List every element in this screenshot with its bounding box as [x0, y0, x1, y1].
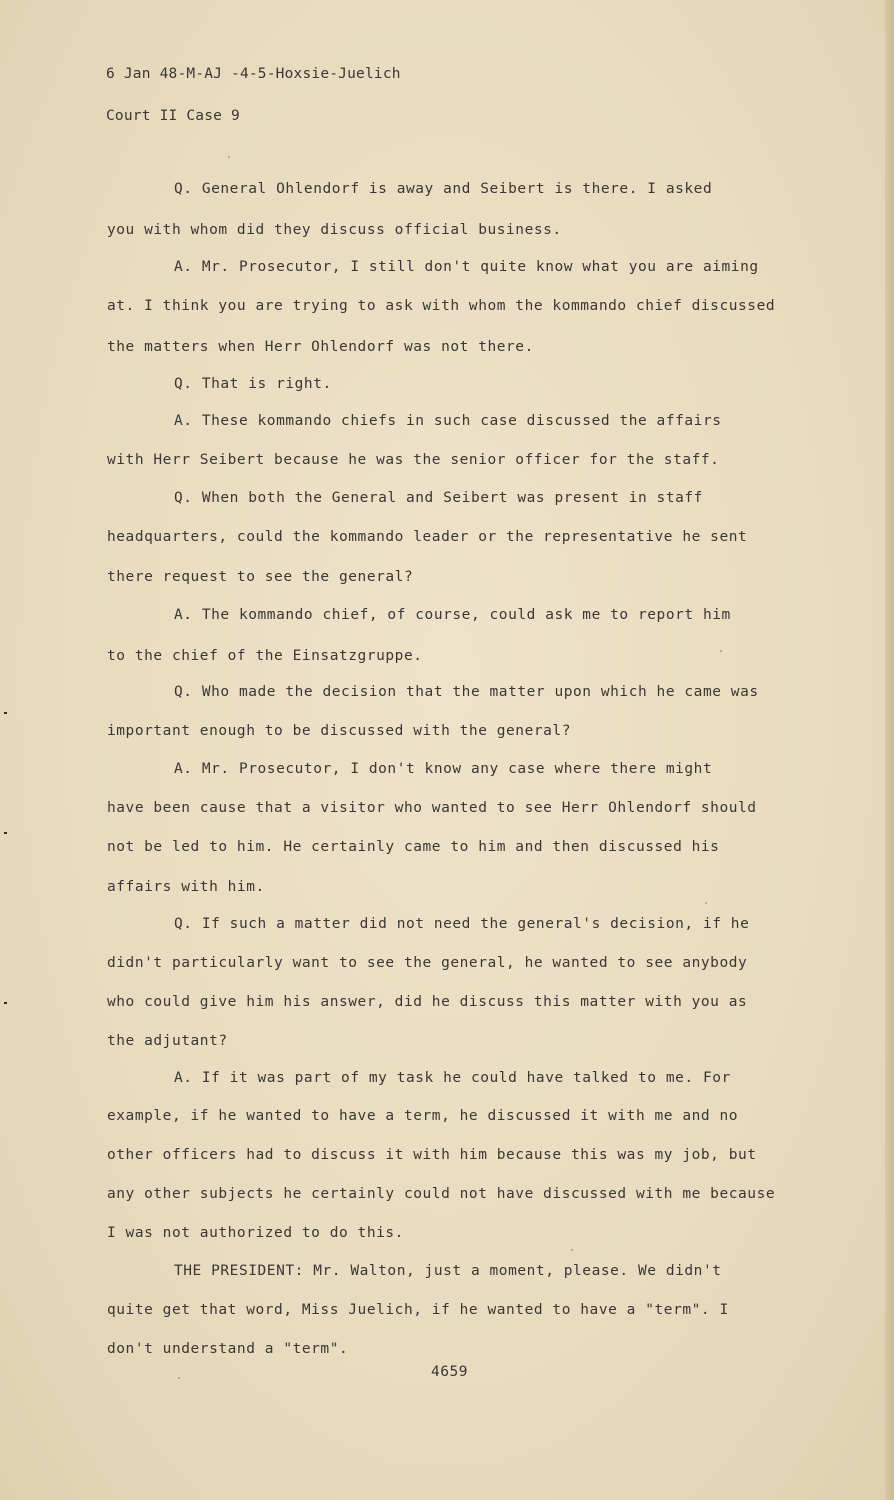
text-line: to the chief of the Einsatzgruppe.: [107, 648, 423, 664]
text-line: didn't particularly want to see the general, he wanted to see anybody: [107, 955, 748, 971]
text-line: who could give him his answer, did he discuss this matter with you as: [107, 994, 748, 1010]
margin-mark: [4, 1002, 7, 1004]
text-line: example, if he wanted to have a term, he discussed it with me and no: [107, 1108, 739, 1124]
court-case-line: Court II Case 9: [106, 108, 240, 124]
margin-mark: [4, 712, 7, 714]
text-line: Q. General Ohlendorf is away and Seibert is there. I asked: [174, 181, 713, 197]
paper-edge: [885, 0, 894, 1500]
text-line: Q. When both the General and Seibert was present in staff: [174, 490, 703, 506]
text-line: affairs with him.: [107, 879, 265, 895]
text-line: I was not authorized to do this.: [107, 1225, 404, 1241]
paper-speck: [178, 1377, 180, 1379]
text-line: don't understand a "term".: [107, 1341, 349, 1357]
paper-speck: [571, 1249, 573, 1251]
text-line: you with whom did they discuss official business.: [107, 222, 562, 238]
text-line: the matters when Herr Ohlendorf was not there.: [107, 339, 534, 355]
text-line: A. If it was part of my task he could have talked to me. For: [174, 1070, 731, 1086]
text-line: A. Mr. Prosecutor, I still don't quite know what you are aiming: [174, 259, 759, 275]
text-line: Q. Who made the decision that the matter upon which he came was: [174, 684, 759, 700]
text-line: Q. That is right.: [174, 376, 332, 392]
text-line: A. These kommando chiefs in such case discussed the affairs: [174, 413, 722, 429]
page-number: 4659: [431, 1364, 468, 1380]
paper-speck: [228, 156, 230, 158]
text-line: other officers had to discuss it with him because this was my job, but: [107, 1147, 757, 1163]
text-line: quite get that word, Miss Juelich, if he wanted to have a "term". I: [107, 1302, 729, 1318]
text-line: there request to see the general?: [107, 569, 414, 585]
paper-speck: [720, 650, 722, 652]
text-line: have been cause that a visitor who wanted to see Herr Ohlendorf should: [107, 800, 757, 816]
paper-speck: [705, 902, 707, 904]
text-line: not be led to him. He certainly came to him and then discussed his: [107, 839, 720, 855]
text-line: A. The kommando chief, of course, could ask me to report him: [174, 607, 731, 623]
text-line: with Herr Seibert because he was the senior officer for the staff.: [107, 452, 720, 468]
text-line: at. I think you are trying to ask with whom the kommando chief discussed: [107, 298, 776, 314]
text-line: important enough to be discussed with the general?: [107, 723, 571, 739]
text-line: headquarters, could the kommando leader or the representative he sent: [107, 529, 748, 545]
margin-mark: [4, 832, 7, 834]
document-reference: 6 Jan 48-M-AJ -4-5-Hoxsie-Juelich: [106, 66, 401, 82]
text-line: A. Mr. Prosecutor, I don't know any case where there might: [174, 761, 713, 777]
text-line: the adjutant?: [107, 1033, 228, 1049]
text-line: THE PRESIDENT: Mr. Walton, just a moment, please. We didn't: [174, 1263, 722, 1279]
text-line: Q. If such a matter did not need the general's decision, if he: [174, 916, 750, 932]
text-line: any other subjects he certainly could not have discussed with me because: [107, 1186, 776, 1202]
